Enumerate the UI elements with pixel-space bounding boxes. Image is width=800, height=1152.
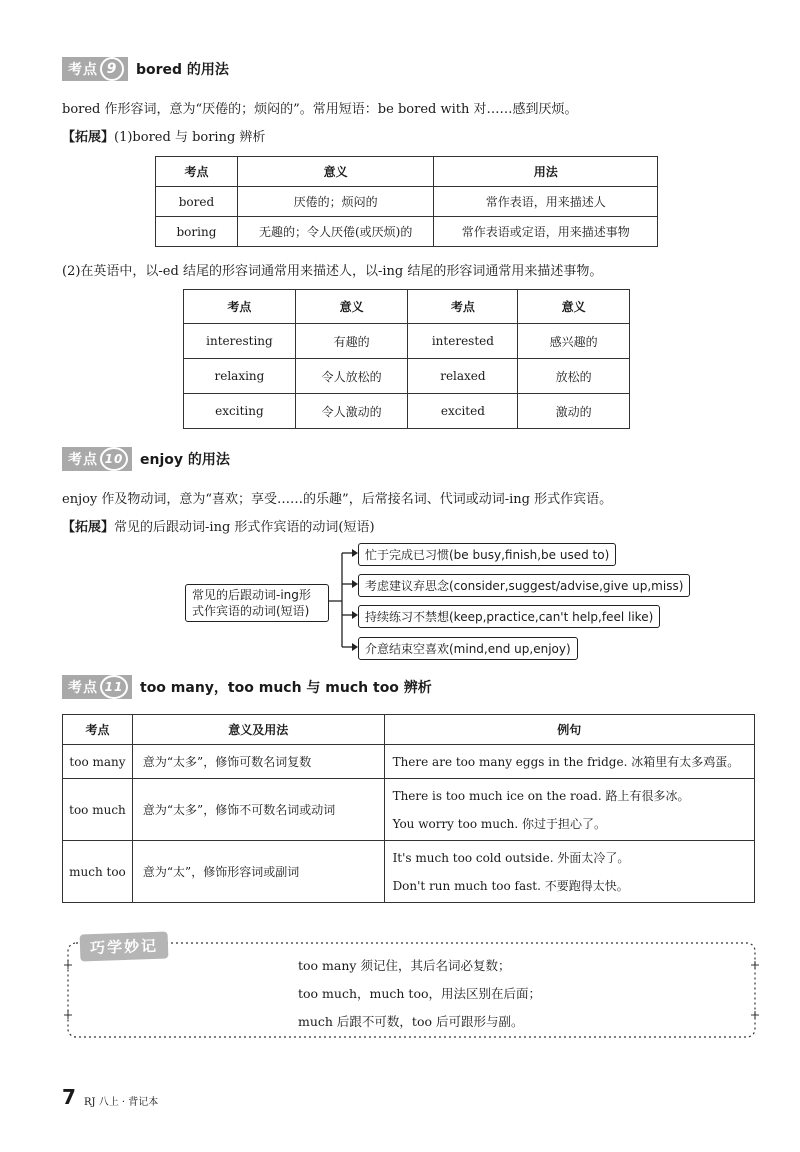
term-cell: too much <box>63 779 133 841</box>
point10-intro: enjoy 作及物动词，意为“喜欢；享受……的乐趣”，后常接名词、代词或动词-ing 形式作宾语。 <box>62 492 613 507</box>
mindmap-branch: 持续练习不禁想(keep,practice,can't help,feel like) <box>358 605 660 628</box>
table-cell: 放松的 <box>518 359 630 394</box>
point11-title: too many，too much 与 much too 辨析 <box>140 680 432 696</box>
usage-cell: 意为“太”，修饰形容词或副词 <box>132 841 384 903</box>
mindmap-branch: 忙于完成已习惯(be busy,finish,be used to) <box>358 543 616 566</box>
table-cell: relaxing <box>184 359 296 394</box>
extension-text: 常见的后跟动词-ing 形式作宾语的动词(短语) <box>114 520 375 535</box>
table-cell: 有趣的 <box>295 324 408 359</box>
extension-tag: 【拓展】 <box>62 520 115 535</box>
table-cell: 令人放松的 <box>295 359 408 394</box>
header-cell: 考点 <box>184 290 296 324</box>
memo-title: 巧学妙记 <box>80 931 169 961</box>
usage-cell: 意为“太多”，修饰可数名词复数 <box>132 745 384 779</box>
table-cell: 感兴趣的 <box>518 324 630 359</box>
memo-line: too many 须记住，其后名词必复数； <box>298 958 511 973</box>
term-cell: much too <box>63 841 133 903</box>
point11-number: 11 <box>100 675 128 699</box>
point9-title: bored 的用法 <box>136 62 229 78</box>
extension-tag: 【拓展】 <box>62 130 115 145</box>
table-cell: interested <box>408 324 518 359</box>
header-cell: 意义 <box>237 157 434 187</box>
term-cell: too many <box>63 745 133 779</box>
memo-line: much 后跟不可数，too 后可跟形与副。 <box>298 1014 524 1029</box>
header-cell: 考点 <box>63 715 133 745</box>
point9-intro: bored 作形容词，意为“厌倦的；烦闷的”。常用短语：be bored with 对……感到厌烦。 <box>62 102 578 117</box>
header-cell: 考点 <box>408 290 518 324</box>
example-sentence: It's much too cold outside. 外面太冷了。 <box>392 850 630 865</box>
table-cell: 常作表语，用来描述人 <box>434 187 658 217</box>
header-cell: 意义 <box>295 290 408 324</box>
example-cell: There are too many eggs in the fridge. 冰箱里有太多鸡蛋。 <box>384 745 754 779</box>
point9-number: 9 <box>100 57 124 81</box>
table-cell: exciting <box>184 394 296 429</box>
page-number: 7 <box>62 1085 76 1109</box>
example-sentence: You worry too much. 你过于担心了。 <box>392 816 607 831</box>
header-cell: 用法 <box>434 157 658 187</box>
memo-line: too much，much too，用法区别在后面； <box>298 986 542 1001</box>
mindmap-root-line: 式作宾语的动词(短语) <box>192 604 310 618</box>
usage-cell: 意为“太多”，修饰不可数名词或动词 <box>132 779 384 841</box>
table-cell: excited <box>408 394 518 429</box>
point10-title: enjoy 的用法 <box>140 452 230 468</box>
table-cell: 激动的 <box>518 394 630 429</box>
header-cell: 例句 <box>384 715 754 745</box>
mindmap-branch: 考虑建议弃思念(consider,suggest/advise,give up,miss) <box>358 574 690 597</box>
table-cell: relaxed <box>408 359 518 394</box>
table-cell: 无趣的；令人厌倦(或厌烦)的 <box>237 217 434 247</box>
table-cell: 令人激动的 <box>295 394 408 429</box>
table-cell: 常作表语或定语，用来描述事物 <box>434 217 658 247</box>
table-cell: 厌倦的；烦闷的 <box>237 187 434 217</box>
header-cell: 考点 <box>156 157 238 187</box>
mindmap-branch: 介意结束空喜欢(mind,end up,enjoy) <box>358 637 578 660</box>
point9-label: 考点 <box>68 62 98 78</box>
extension-text: (1)bored 与 boring 辨析 <box>114 130 266 145</box>
point10-number: 10 <box>100 447 128 471</box>
table-cell: bored <box>156 187 238 217</box>
header-cell: 意义 <box>518 290 630 324</box>
point11-label: 考点 <box>68 680 98 696</box>
table-cell: boring <box>156 217 238 247</box>
point9-note2: (2)在英语中，以-ed 结尾的形容词通常用来描述人，以-ing 结尾的形容词通常用来描述事物。 <box>62 264 603 279</box>
header-cell: 意义及用法 <box>132 715 384 745</box>
book-label: RJ 八上 · 背记本 <box>84 1097 159 1108</box>
point10-label: 考点 <box>68 452 98 468</box>
table-cell: interesting <box>184 324 296 359</box>
example-sentence: There is too much ice on the road. 路上有很多冰。 <box>392 788 690 803</box>
mindmap-root-line: 常见的后跟动词-ing形 <box>192 588 311 602</box>
example-sentence: Don't run much too fast. 不要跑得太快。 <box>392 878 629 893</box>
